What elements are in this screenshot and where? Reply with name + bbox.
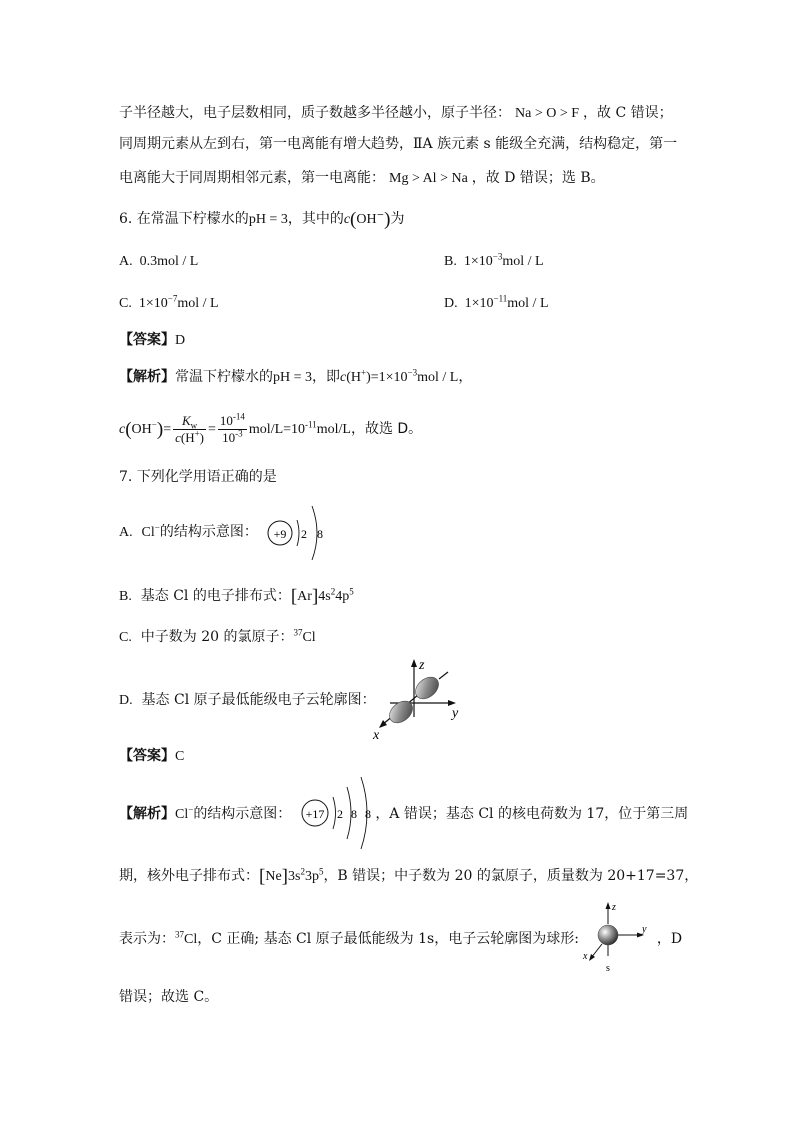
q7-stem xyxy=(119,467,277,487)
equals: = xyxy=(163,422,172,437)
equation: )=1×10 xyxy=(366,370,408,385)
option-label: B. xyxy=(119,589,132,604)
ph-value: pH = 3 xyxy=(273,370,313,385)
equals: = xyxy=(208,422,216,437)
q6-option-b xyxy=(444,252,544,272)
exponent: 5 xyxy=(318,866,324,877)
hydroxide: OH xyxy=(131,422,152,437)
text: ， xyxy=(458,369,473,385)
mantissa: 1×10 xyxy=(463,254,493,269)
q6-explanation-1: 【解析】常温下柠檬水的pH = 3，即$c(H^+)=1\times 10^{-3}mol / L$， xyxy=(119,367,473,385)
option-label: B. xyxy=(444,254,457,269)
q7-option-a: A. Cl−的结构示意图： xyxy=(119,522,258,540)
s-label: s xyxy=(606,963,610,974)
conc-symbol: c xyxy=(343,212,351,227)
exponent: −3 xyxy=(492,251,503,262)
nucleus-charge: +17 xyxy=(305,807,325,821)
answer-value: C xyxy=(175,749,185,764)
y-axis-label: y xyxy=(452,706,459,721)
q6-option-a xyxy=(119,252,198,272)
q7-option-d xyxy=(119,690,376,711)
exponent: −11 xyxy=(493,293,508,304)
element: Cl xyxy=(175,807,189,822)
conc-symbol: c xyxy=(175,430,181,446)
q7-option-b: B. 基态 Cl 的电子排布式：$[Ar]4s^24p^5$ xyxy=(119,586,354,607)
answer-value: D xyxy=(175,333,186,348)
option-label: A. xyxy=(119,525,133,540)
ph-value: pH = 3 xyxy=(248,212,288,227)
unit: mol / L xyxy=(177,296,219,311)
shell-1: 2 xyxy=(301,527,307,541)
q7-explanation-2: 期，核外电子排布式：$[Ne]3s^23p^5$，B 错误；中子数为 20 的氯原子，质量数为 20+17=37， xyxy=(119,866,699,887)
shell-3: 8 xyxy=(365,807,371,821)
option-label: C. xyxy=(119,630,132,645)
cl-ion-wrong-diagram xyxy=(264,500,334,566)
text: 基态 Cl 的电子排布式： xyxy=(140,588,291,604)
conc-symbol: c xyxy=(340,370,347,385)
option-value: 0.3mol / L xyxy=(139,254,199,269)
element: Cl xyxy=(302,630,316,645)
text: 为 xyxy=(390,211,405,227)
kw: K xyxy=(181,413,191,429)
text: ，其中的 xyxy=(287,211,344,227)
text: 7. 下列化学用语正确的是 xyxy=(119,469,277,485)
intro-line-2 xyxy=(119,134,677,154)
x-axis-label: x xyxy=(373,728,380,743)
text: ，B 错误；中子数为 20 的氯原子，质量数为 20+17=37， xyxy=(323,868,699,884)
z-axis-label: z xyxy=(419,658,425,673)
result: mol/L=10 xyxy=(248,422,306,437)
orbital: 3s xyxy=(287,869,301,884)
text: ，故选 D。 xyxy=(350,421,423,437)
unit: mol / L xyxy=(417,370,459,385)
kw-sub: w xyxy=(190,420,198,431)
q7-option-c xyxy=(119,627,316,648)
shell-2: 8 xyxy=(317,527,323,541)
explanation-tag: 【解析】 xyxy=(119,806,175,822)
text: 错误；故选 C。 xyxy=(119,989,219,1005)
exponent: −3 xyxy=(407,367,418,378)
text: 常温下柠檬水的 xyxy=(175,369,273,385)
base: 10 xyxy=(219,413,233,429)
option-label: D. xyxy=(119,693,133,708)
text: ，A 错误；基态 Cl 的核电荷数为 17，位于第三周 xyxy=(375,806,689,822)
exponent: -3 xyxy=(235,428,243,439)
q6-answer xyxy=(119,330,185,351)
q6-option-d xyxy=(444,294,549,314)
core: Ne xyxy=(265,869,282,884)
text: 的结构示意图： xyxy=(159,524,258,540)
shell-1: 2 xyxy=(337,807,343,821)
orbital: 4s xyxy=(318,589,331,604)
text: 期，核外电子排布式： xyxy=(119,868,259,884)
p-orbital-diagram xyxy=(370,655,470,743)
ionization-order: Mg > Al > Na xyxy=(389,171,468,186)
conc-symbol: c xyxy=(119,422,126,437)
exponent: 5 xyxy=(349,586,354,597)
q7-explanation-4 xyxy=(119,987,218,1007)
text: ，C 正确; 基态 Cl 原子最低能级为 1s，电子云轮廓图为球形: xyxy=(197,931,579,947)
text: 表示为： xyxy=(119,931,175,947)
orbital: 4p xyxy=(335,589,350,604)
answer-tag: 【答案】 xyxy=(119,332,175,348)
q7-answer xyxy=(119,746,184,767)
exponent: 2 xyxy=(300,866,305,877)
exponent: −7 xyxy=(167,293,178,304)
hydroxide: OH xyxy=(356,212,377,227)
text: ，D xyxy=(656,931,683,947)
text: ，故 C 错误； xyxy=(583,105,673,121)
mantissa: 1×10 xyxy=(138,296,168,311)
q7-explanation-1: 【解析】Cl−的结构示意图： ，A 错误；基态 Cl 的核电荷数为 17，位于第三周 xyxy=(119,804,689,822)
option-label: C. xyxy=(119,296,132,311)
exponent: -14 xyxy=(232,411,245,422)
cl-ion-correct-diagram xyxy=(299,775,385,851)
text: 6. 在常温下柠檬水的 xyxy=(119,211,249,227)
kw-fraction: $\frac{K_w}{c(H^+)}$ xyxy=(175,413,205,446)
core: Ar xyxy=(297,589,312,604)
element: Cl xyxy=(184,932,198,947)
text: 子半径越大，电子层数相同，质子数越多半径越小，原子半径： xyxy=(119,105,511,121)
y-axis-label: y xyxy=(642,924,647,935)
base: 10 xyxy=(222,430,236,446)
text: 中子数为 20 的氯原子： xyxy=(140,629,294,645)
unit: mol / L xyxy=(507,296,549,311)
exponent: -11 xyxy=(305,419,317,430)
radius-order: Na > O > F xyxy=(515,106,580,121)
option-label: A. xyxy=(119,254,133,269)
power-fraction xyxy=(218,413,247,446)
unit: mol/L xyxy=(316,422,351,437)
intro-line-3 xyxy=(119,168,605,189)
answer-tag: 【答案】 xyxy=(119,748,175,764)
nucleus-charge: +9 xyxy=(273,527,287,541)
mass-number: 37 xyxy=(175,929,184,940)
option-label: D. xyxy=(444,296,458,311)
x-axis-label: x xyxy=(583,951,588,962)
text: ，即 xyxy=(312,369,341,385)
explanation-tag: 【解析】 xyxy=(119,369,175,385)
unit: mol / L xyxy=(502,254,544,269)
text: 的结构示意图： xyxy=(193,806,292,822)
text: 基态 Cl 原子最低能级电子云轮廓图： xyxy=(141,692,376,708)
element: Cl xyxy=(141,525,155,540)
q6-option-c xyxy=(119,294,219,314)
text: 电离能大于同周期相邻元素，第一电离能： xyxy=(119,170,385,186)
hydrogen-ion: (H xyxy=(180,430,195,446)
mantissa: 1×10 xyxy=(464,296,494,311)
orbital: 3p xyxy=(304,869,319,884)
intro-line-1 xyxy=(119,103,673,124)
q6-stem: 6. 在常温下柠檬水的pH = 3，其中的c(OH−)为 xyxy=(119,209,405,230)
shell-2: 8 xyxy=(351,807,357,821)
mass-number: 37 xyxy=(293,627,303,638)
z-axis-label: z xyxy=(612,902,616,913)
s-orbital-diagram xyxy=(582,898,656,976)
exponent: 2 xyxy=(330,586,336,597)
hydrogen-ion: (H xyxy=(346,370,362,385)
text: ，故 D 错误；选 B。 xyxy=(471,170,605,186)
q6-explanation-2: c(OH−)= $\frac{K_w}{c(H^+)}$ = $\frac{10^{-14}}{10^{-3}}$ mol/$L=10^{-11}mol/L$，故选 D。 xyxy=(119,411,423,446)
text: 同周期元素从左到右，第一电离能有增大趋势，ⅡA 族元素 s 能级全充满，结构稳定，第一 xyxy=(119,136,678,152)
